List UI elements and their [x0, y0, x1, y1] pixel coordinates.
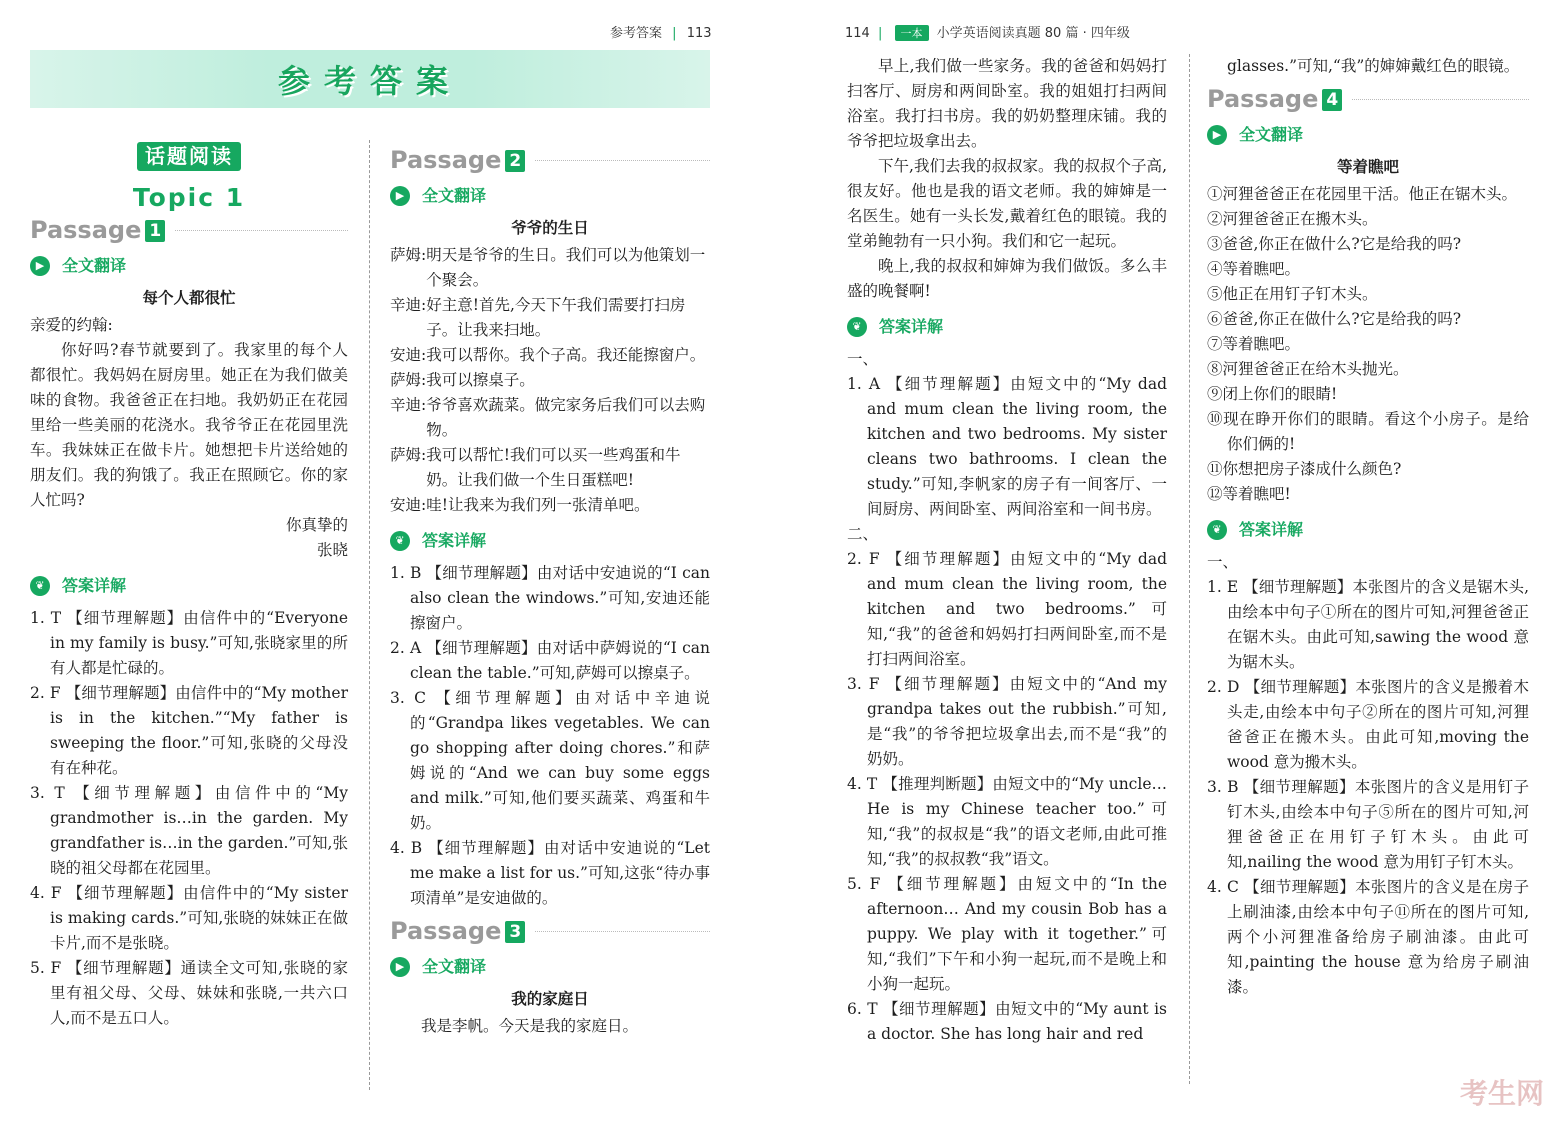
passage-paragraph: 早上,我们做一些家务。我的爸爸和妈妈打扫客厅、厨房和两间卧室。我的姐姐打扫两间浴室。我打扫书房。我的奶奶整理床铺。我的爷爷把垃圾拿出去。 [847, 57, 1167, 150]
speaker: 辛迪: [390, 296, 427, 314]
speaker: 萨姆: [390, 371, 427, 389]
right-page [779, 0, 1558, 1132]
passage-1-heading [30, 218, 348, 243]
section-label: 全文翻译 [62, 256, 127, 275]
leaf-icon: ❦ [1207, 520, 1227, 540]
answer-item: 2. A 【细节理解题】由对话中萨姆说的“I can clean the table.”可知,萨姆可以擦桌子。 [390, 639, 710, 682]
leaf-icon: ❦ [847, 317, 867, 337]
play-icon: ▶ [30, 256, 50, 276]
story-line: ⑧河狸爸爸正在给木头抛光。 [1207, 360, 1409, 378]
story-line: ①河狸爸爸正在花园里干活。他正在锯木头。 [1207, 185, 1518, 203]
section-label: 答案详解 [879, 317, 944, 336]
play-icon: ▶ [1207, 125, 1227, 145]
answer-item: 5. F 【细节理解题】由短文中的“In the afternoon… And my cousin Bob has a puppy. We play with it together.”可知,“我们”下午和小狗一起玩,而不是晚上和小狗一起玩。 [847, 875, 1167, 993]
speech: 好主意!首先,今天下午我们需要打扫房子。让我来扫地。 [426, 296, 686, 339]
answer-banner [30, 50, 710, 108]
speech: 我可以帮你。我个子高。我还能擦窗户。 [426, 346, 706, 364]
answer-item: 2. F 【细节理解题】由短文中的“My dad and mum clean the living room, the kitchen and two bedrooms.”可知,“我”的爸爸和妈妈打扫两间卧室,而不是打扫两间浴室。 [847, 550, 1167, 668]
passage-title: 我的家庭日 [511, 990, 589, 1008]
story-line: ⑫等着瞧吧! [1207, 485, 1291, 503]
story-line: ⑪你想把房子漆成什么颜色? [1207, 460, 1402, 478]
passage-title: 等着瞧吧 [1336, 158, 1399, 176]
passage-3-heading [390, 919, 710, 944]
header-section: 参考答案 [610, 26, 663, 41]
dialogue-line [390, 443, 710, 493]
speaker: 安迪: [390, 346, 427, 364]
heading-rule [1352, 99, 1529, 100]
letter-closing: 你真挚的 [285, 516, 348, 534]
answer-item: 5. F 【细节理解题】通读全文可知,张晓的家里有祖父母、父母、妹妹和张晓,一共六口人,而不是五口人。 [30, 959, 348, 1027]
answer-item: 4. B 【细节理解题】由对话中安迪说的“Let me make a list for us.”可知,这张“待办事项清单”是安迪做的。 [390, 839, 710, 907]
speaker: 辛迪: [390, 396, 427, 414]
speaker: 安迪: [390, 496, 427, 514]
section-label: 答案详解 [1239, 520, 1304, 539]
answer-item: 2. D 【细节理解题】本张图片的含义是搬着木头走,由绘本中句子②所在的图片可知,河狸爸爸正在搬木头。由此可知,moving the wood 意为搬木头。 [1207, 678, 1529, 771]
dialogue-line [390, 293, 710, 343]
answers-section-heading [390, 528, 710, 553]
speech: 明天是爷爷的生日。我们可以为他策划一个聚会。 [426, 246, 706, 289]
heading-rule [175, 230, 348, 231]
speaker: 萨姆: [390, 446, 427, 464]
dialogue-line [390, 393, 710, 443]
leaf-icon: ❦ [390, 531, 410, 551]
dialogue-line [390, 493, 710, 518]
part-label: 一、 [847, 350, 879, 368]
topic-reading-badge: 话题阅读 [137, 142, 241, 171]
left-column-1 [30, 142, 348, 1031]
header-divider: | [877, 26, 883, 41]
left-column-2 [390, 140, 710, 1039]
story-line: ⑤他正在用钉子钉木头。 [1207, 285, 1378, 303]
letter-signature: 张晓 [316, 541, 348, 559]
passage-number: 4 [1322, 89, 1342, 111]
story-line: ④等着瞧吧。 [1207, 260, 1301, 278]
passage-number: 3 [505, 921, 525, 943]
topic-title: Topic 1 [132, 183, 246, 212]
heading-rule [535, 160, 710, 161]
answer-item: 1. A 【细节理解题】由短文中的“My dad and mum clean the living room, the kitchen and two bedrooms. My sister cleans two bathrooms. I clean the study.”可知,李帆家的房子有一间客厅、一间厨房、两间卧室、两间浴室和一间书房。 [847, 375, 1167, 518]
section-label: 答案详解 [422, 531, 487, 550]
passage-paragraph: 下午,我们去我的叔叔家。我的叔叔个子高,很友好。他也是我的语文老师。我的婶婶是一名医生。她有一头长发,戴着红色的眼镜。我的堂弟鲍勃有一只小狗。我们和它一起玩。 [847, 157, 1167, 250]
passage-label: Passage [30, 216, 142, 244]
speech: 我可以擦桌子。 [426, 371, 535, 389]
speaker: 萨姆: [390, 246, 427, 264]
column-divider [1189, 54, 1190, 1084]
right-column-2 [1207, 54, 1529, 1000]
column-divider [369, 140, 370, 1090]
dialogue-line [390, 243, 710, 293]
passage-paragraph: 我是李帆。今天是我的家庭日。 [421, 1017, 639, 1035]
story-line: ⑥爸爸,你正在做什么?它是给我的吗? [1207, 310, 1462, 328]
passage-label: Passage [1207, 85, 1319, 113]
header-divider: | [672, 26, 677, 41]
story-line: ③爸爸,你正在做什么?它是给我的吗? [1207, 235, 1462, 253]
passage-label: Passage [390, 917, 502, 945]
story-line: ⑩现在睁开你们的眼睛。看这个小房子。是给你们俩的! [1207, 410, 1529, 453]
right-column-1 [847, 54, 1167, 1047]
answer-item: 4. T 【推理判断题】由短文中的“My uncle…He is my Chinese teacher too.”可知,“我”的叔叔是“我”的语文老师,由此可推知,“我”的叔叔教“我”语文。 [847, 775, 1167, 868]
passage-paragraph: 晚上,我的叔叔和婶婶为我们做饭。多么丰盛的晚餐啊! [847, 257, 1167, 300]
banner-title: 参考答案 [277, 62, 462, 100]
book-logo: 一本 [895, 25, 929, 41]
passage-2-heading [390, 148, 710, 173]
passage-title: 爷爷的生日 [511, 219, 589, 237]
translation-section-heading [30, 253, 348, 278]
part-label: 一、 [1207, 553, 1239, 571]
dialogue-line [390, 343, 710, 368]
story-line: ⑦等着瞧吧。 [1207, 335, 1301, 353]
passage-label: Passage [390, 146, 502, 174]
answer-item: 1. T 【细节理解题】由信件中的“Everyone in my family is busy.”可知,张晓家里的所有人都是忙碌的。 [30, 609, 348, 677]
page-number: 113 [686, 26, 712, 41]
story-line: ②河狸爸爸正在搬木头。 [1207, 210, 1378, 228]
speech: 爷爷喜欢蔬菜。做完家务后我们可以去购物。 [426, 396, 706, 439]
speech: 哇!让我来为我们列一张清单吧。 [426, 496, 650, 514]
passage-number: 2 [505, 150, 525, 172]
translation-section-heading [1207, 122, 1529, 147]
dialogue-line [390, 368, 710, 393]
story-line: ⑨闭上你们的眼睛! [1207, 385, 1338, 403]
answer-item: 3. F 【细节理解题】由短文中的“And my grandpa takes out the rubbish.”可知,是“我”的爷爷把垃圾拿出去,而不是“我”的奶奶。 [847, 675, 1167, 768]
passage-4-heading [1207, 87, 1529, 112]
leaf-icon: ❦ [30, 576, 50, 596]
answer-item: 6. T 【细节理解题】由短文中的“My aunt is a doctor. She has long hair and red [847, 1000, 1167, 1043]
speech: 我可以帮忙!我们可以买一些鸡蛋和牛奶。让我们做一个生日蛋糕吧! [426, 446, 681, 489]
play-icon: ▶ [390, 957, 410, 977]
answer-item: 4. C 【细节理解题】本张图片的含义是在房子上刷油漆,由绘本中句子⑪所在的图片可知,两个小河狸准备给房子刷油漆。由此可知,painting the house 意为给房子刷油漆。 [1207, 878, 1529, 996]
section-label: 全文翻译 [422, 957, 487, 976]
letter-greeting: 亲爱的约翰: [30, 316, 113, 334]
passage-title: 每个人都很忙 [142, 289, 236, 307]
book-title: 小学英语阅读真题 80 篇 · 四年级 [936, 26, 1130, 41]
play-icon: ▶ [390, 186, 410, 206]
heading-rule [535, 931, 710, 932]
translation-section-heading [390, 183, 710, 208]
translation-section-heading [390, 954, 710, 979]
answer-item: 3. C 【细节理解题】由对话中辛迪说的“Grandpa likes vegetables. We can go shopping after doing chores.”和萨姆说的“And we can buy some eggs and milk.”可知,他们要买蔬菜、鸡蛋和牛奶。 [390, 689, 710, 832]
answer-item: 1. E 【细节理解题】本张图片的含义是锯木头,由绘本中句子①所在的图片可知,河狸爸爸正在锯木头。由此可知,sawing the wood 意为锯木头。 [1207, 578, 1529, 671]
page-header-right [845, 22, 1130, 41]
answer-item: 3. B 【细节理解题】本张图片的含义是用钉子钉木头,由绘本中句子⑤所在的图片可知,河狸爸爸正在用钉子钉木头。由此可知,nailing the wood 意为用钉子钉木头。 [1207, 778, 1529, 871]
passage-number: 1 [145, 220, 165, 242]
answer-continuation: glasses.”可知,“我”的婶婶戴红色的眼镜。 [1227, 57, 1520, 75]
section-label: 全文翻译 [1239, 125, 1304, 144]
site-watermark: 考生网 [1459, 1077, 1544, 1110]
section-label: 答案详解 [62, 576, 127, 595]
letter-body: 你好吗?春节就要到了。我家里的每个人都很忙。我妈妈在厨房里。她正在为我们做美味的食物。我爸爸正在扫地。我奶奶正在花园里给一些美丽的花浇水。我爷爷正在花园里洗车。我妹妹正在做卡片。她想把卡片送给她的朋友们。我的狗饿了。我正在照顾它。你的家人忙吗? [30, 341, 348, 509]
answer-item: 2. F 【细节理解题】由信件中的“My mother is in the kitchen.”“My father is sweeping the floor.”可知,张晓的父母没有在种花。 [30, 684, 348, 777]
page-number: 114 [845, 26, 870, 41]
answer-item: 1. B 【细节理解题】由对话中安迪说的“I can also clean the windows.”可知,安迪还能擦窗户。 [390, 564, 710, 632]
answers-section-heading [1207, 517, 1529, 542]
part-label: 二、 [847, 525, 879, 543]
answer-item: 3. T 【细节理解题】由信件中的“My grandmother is…in the garden. My grandfather is…in the garden.”可知,张晓的祖父母都在花园里。 [30, 784, 348, 877]
answers-section-heading [30, 573, 348, 598]
section-label: 全文翻译 [422, 186, 487, 205]
answer-item: 4. F 【细节理解题】由信件中的“My sister is making cards.”可知,张晓的妹妹正在做卡片,而不是张晓。 [30, 884, 348, 952]
answers-section-heading [847, 314, 1167, 339]
page-header-left [610, 22, 712, 41]
